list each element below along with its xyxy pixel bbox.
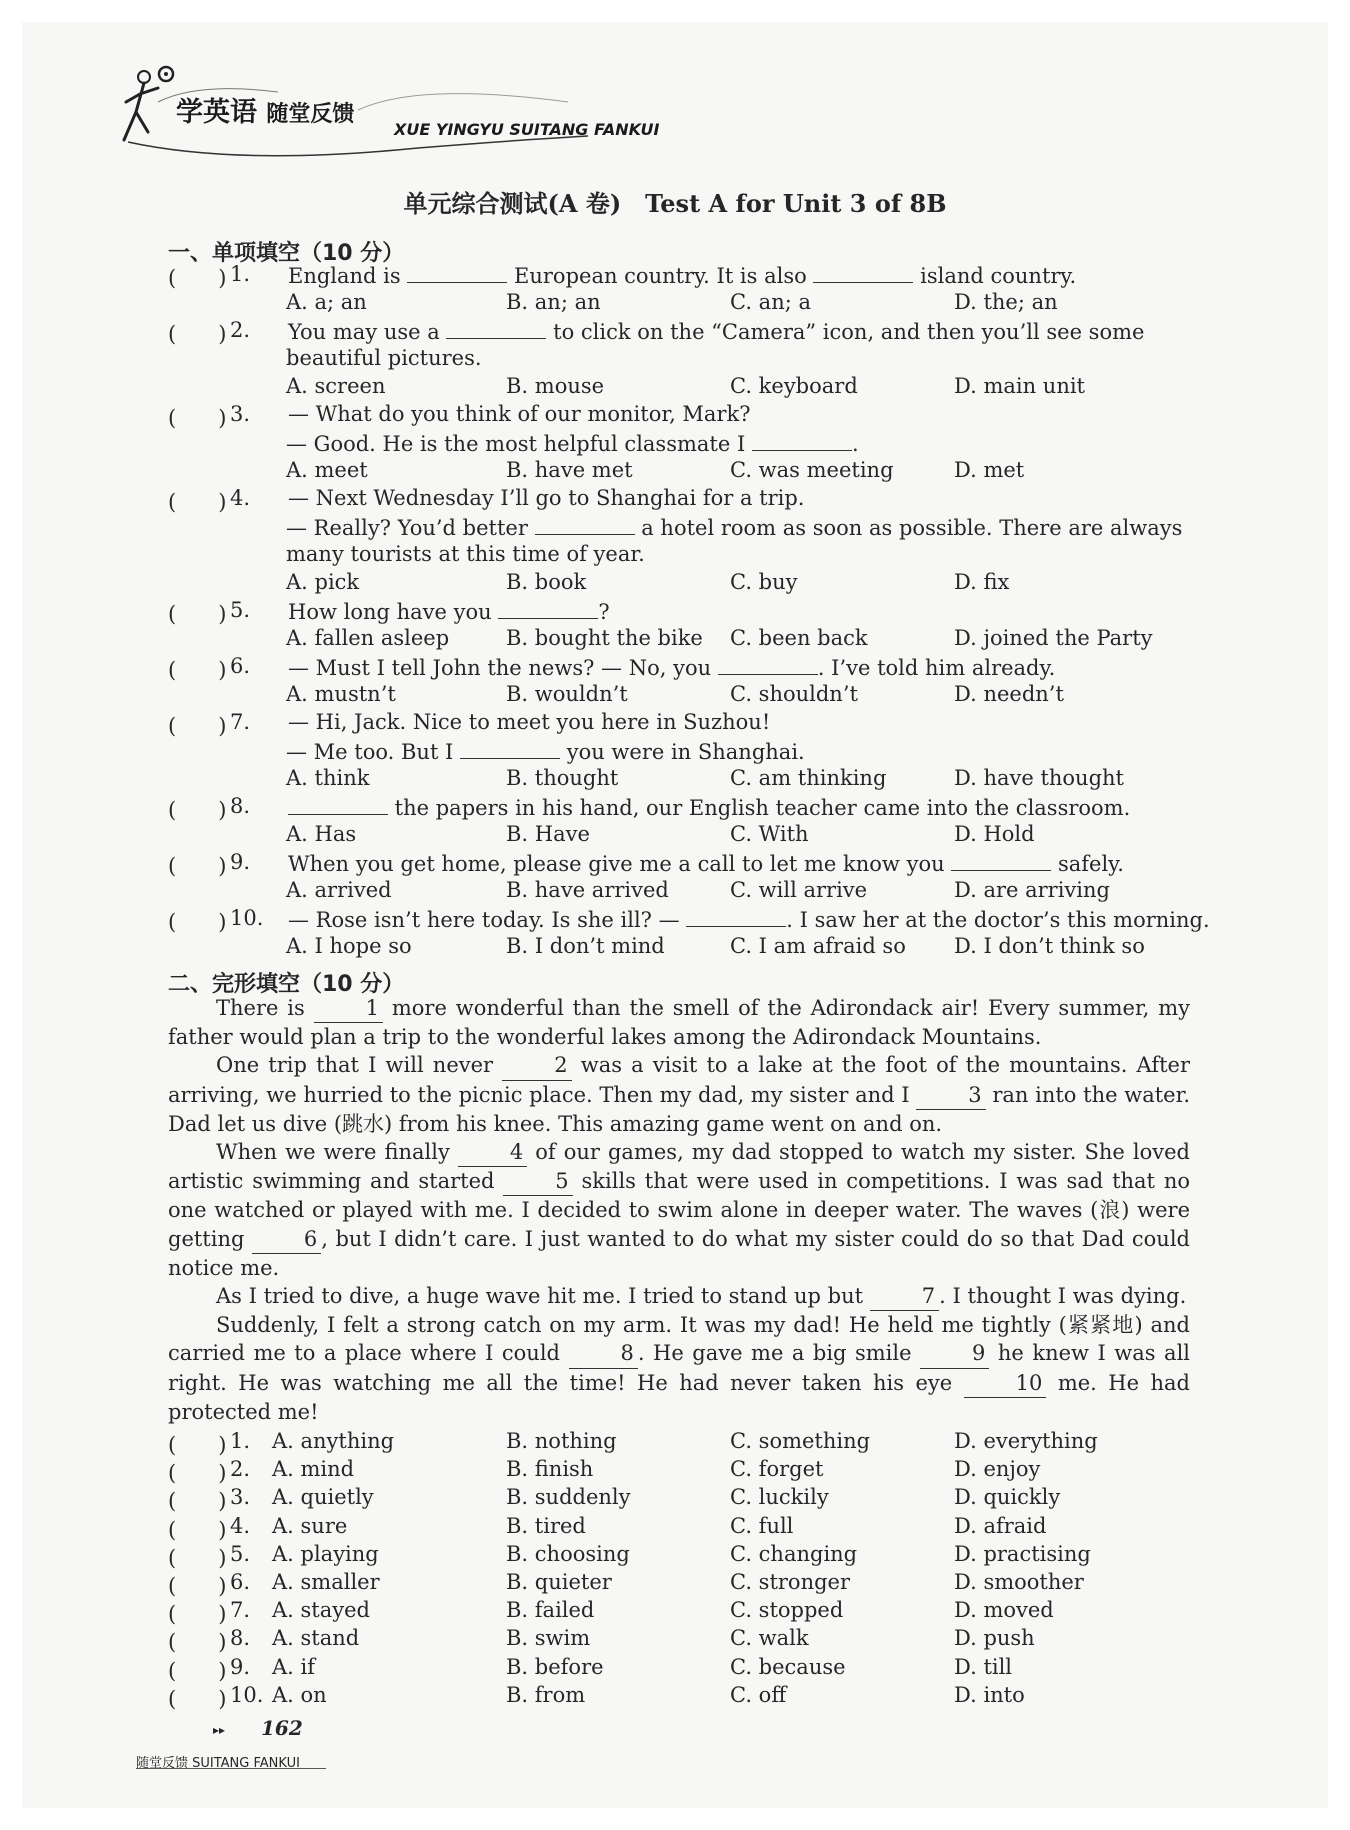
- option-d[interactable]: D. afraid: [954, 1513, 1047, 1538]
- question-number: 6.: [230, 1570, 251, 1594]
- option-d[interactable]: D. push: [954, 1626, 1035, 1651]
- question-line: [168, 262, 1198, 290]
- question-line: [168, 318, 1198, 346]
- answer-bracket[interactable]: ( ): [168, 602, 227, 626]
- option-c[interactable]: C. forget: [730, 1457, 824, 1482]
- question-number: 5.: [230, 598, 251, 622]
- option-a[interactable]: A. quietly: [272, 1485, 374, 1510]
- question-number: 7.: [230, 710, 251, 734]
- passage-text: me. He had protected me!: [168, 1370, 1190, 1424]
- option-c[interactable]: C. With: [730, 822, 809, 846]
- answer-blank[interactable]: [686, 906, 786, 927]
- answer-bracket[interactable]: ( ): [168, 406, 227, 430]
- option-c[interactable]: C. luckily: [730, 1485, 829, 1510]
- option-row: [168, 1626, 1198, 1654]
- question-line: [168, 850, 1198, 878]
- answer-blank[interactable]: [718, 654, 818, 675]
- cloze-question-item: [168, 1542, 1198, 1570]
- option-row: [168, 878, 1198, 906]
- answer-bracket[interactable]: ( ): [168, 910, 227, 934]
- option-d[interactable]: D. have thought: [954, 766, 1124, 790]
- question-line: [168, 598, 1198, 626]
- question-line: [168, 654, 1198, 682]
- question-number: 2.: [230, 1457, 251, 1482]
- cloze-blank[interactable]: 5: [503, 1167, 572, 1196]
- answer-bracket[interactable]: ( ): [168, 322, 227, 346]
- question-line: [168, 738, 1198, 766]
- answer-bracket[interactable]: ( ): [168, 1686, 227, 1711]
- option-c[interactable]: C. shouldn’t: [730, 682, 858, 706]
- option-row: [168, 1514, 1198, 1542]
- question-line: [168, 430, 1198, 458]
- cloze-blank[interactable]: 4: [458, 1138, 527, 1167]
- option-a[interactable]: A. a; an: [286, 290, 367, 314]
- cloze-blank[interactable]: 8: [569, 1339, 638, 1368]
- footer-divider: [136, 1768, 326, 1769]
- cloze-question-item: [168, 1683, 1198, 1711]
- answer-blank[interactable]: [288, 794, 388, 815]
- passage-paragraph: [168, 1138, 1190, 1282]
- cloze-passage: [168, 994, 1190, 1426]
- cloze-question-item: [168, 1655, 1198, 1683]
- answer-bracket[interactable]: ( ): [168, 1489, 227, 1514]
- option-d[interactable]: D. Hold: [954, 822, 1035, 846]
- option-b[interactable]: B. suddenly: [506, 1485, 631, 1510]
- question-item: [168, 654, 1198, 710]
- option-row: [168, 1542, 1198, 1570]
- question-line: [168, 794, 1198, 822]
- question-text: You may use a to click on the “Camera” icon, and then you’ll see some: [288, 320, 1145, 344]
- answer-bracket[interactable]: ( ): [168, 1630, 227, 1655]
- answer-bracket[interactable]: ( ): [168, 714, 227, 738]
- option-a[interactable]: A. Has: [286, 822, 357, 846]
- option-d[interactable]: D. practising: [954, 1541, 1091, 1566]
- answer-bracket[interactable]: ( ): [168, 1602, 227, 1627]
- option-row: [168, 626, 1198, 654]
- option-c[interactable]: C. off: [730, 1682, 787, 1707]
- answer-blank[interactable]: [460, 738, 560, 759]
- question-item: [168, 402, 1198, 486]
- cloze-question-item: [168, 1626, 1198, 1654]
- question-number: 4.: [230, 1513, 251, 1538]
- option-a[interactable]: A. I hope so: [286, 934, 412, 958]
- question-number: 7.: [230, 1598, 251, 1623]
- question-number: 8.: [230, 794, 251, 818]
- option-d[interactable]: D. till: [954, 1654, 1013, 1679]
- logo-title: [176, 90, 354, 129]
- question-item: [168, 318, 1198, 402]
- answer-bracket[interactable]: ( ): [168, 490, 227, 514]
- option-d[interactable]: D. main unit: [954, 374, 1085, 398]
- passage-text: As I tried to dive, a huge wave hit me. I tried to stand up but: [216, 1284, 870, 1309]
- cloze-blank[interactable]: 2: [502, 1051, 571, 1080]
- option-row: [168, 1429, 1198, 1457]
- question-line: [168, 402, 1198, 430]
- option-a[interactable]: A. meet: [286, 458, 368, 482]
- question-item: [168, 598, 1198, 654]
- answer-blank[interactable]: [407, 262, 507, 283]
- question-number: 6.: [230, 654, 251, 678]
- option-a[interactable]: A. sure: [272, 1513, 348, 1538]
- cloze-question-item: [168, 1570, 1198, 1598]
- option-b[interactable]: B. book: [506, 570, 587, 594]
- answer-bracket[interactable]: ( ): [168, 854, 227, 878]
- option-d[interactable]: D. into: [954, 1682, 1025, 1707]
- question-text: many tourists at this time of year.: [286, 542, 645, 566]
- option-a[interactable]: A. fallen asleep: [286, 626, 450, 650]
- logo-text-cn: 学英语: [176, 97, 257, 128]
- option-b[interactable]: B. failed: [506, 1598, 595, 1623]
- question-text: — Must I tell John the news? — No, you . I’ve told him already.: [288, 656, 1056, 680]
- answer-blank[interactable]: [951, 850, 1051, 871]
- option-a[interactable]: A. screen: [286, 374, 386, 398]
- option-b[interactable]: B. mouse: [506, 374, 605, 398]
- option-a[interactable]: A. smaller: [272, 1570, 380, 1594]
- option-c[interactable]: C. an; a: [730, 290, 811, 314]
- question-number: 3.: [230, 402, 251, 426]
- question-line: [168, 710, 1198, 738]
- option-c[interactable]: C. full: [730, 1513, 794, 1538]
- option-row: [168, 822, 1198, 850]
- option-c[interactable]: C. because: [730, 1654, 846, 1679]
- question-number: 5.: [230, 1541, 251, 1566]
- passage-paragraph: [168, 1282, 1190, 1311]
- header-logo: [118, 62, 678, 157]
- option-b[interactable]: B. quieter: [506, 1570, 612, 1594]
- option-row: [168, 1683, 1198, 1711]
- question-text: — Rose isn’t here today. Is she ill? — . I saw her at the doctor’s this morning.: [288, 908, 1210, 932]
- question-text: — Hi, Jack. Nice to meet you here in Suzhou!: [288, 710, 771, 734]
- cloze-question-item: [168, 1598, 1198, 1626]
- page-number: 162: [261, 1716, 303, 1740]
- question-line: [168, 346, 1198, 374]
- cloze-blank[interactable]: 1: [314, 994, 383, 1023]
- option-b[interactable]: B. before: [506, 1654, 604, 1679]
- option-b[interactable]: B. finish: [506, 1457, 594, 1482]
- option-d[interactable]: D. fix: [954, 570, 1010, 594]
- question-text: beautiful pictures.: [286, 346, 482, 370]
- answer-blank[interactable]: [446, 318, 546, 339]
- option-c[interactable]: C. I am afraid so: [730, 934, 906, 958]
- page-arrow-icon: ▸▸: [213, 1723, 226, 1737]
- option-c[interactable]: C. keyboard: [730, 374, 858, 398]
- option-c[interactable]: C. something: [730, 1429, 871, 1453]
- question-number: 4.: [230, 486, 251, 510]
- question-number: 10.: [230, 1682, 264, 1707]
- question-line: [168, 906, 1210, 934]
- passage-text: There is: [216, 996, 314, 1020]
- passage-text: . He gave me a big smile: [637, 1341, 921, 1366]
- option-row: [168, 1655, 1198, 1683]
- option-c[interactable]: C. been back: [730, 626, 868, 650]
- answer-blank[interactable]: [752, 430, 852, 451]
- question-text: How long have you ?: [288, 600, 610, 624]
- option-a[interactable]: A. arrived: [286, 878, 392, 902]
- option-d[interactable]: D. smoother: [954, 1570, 1084, 1594]
- option-d[interactable]: D. the; an: [954, 290, 1058, 314]
- page-title: 单元综合测试(A 卷) Test A for Unit 3 of 8B: [403, 189, 947, 218]
- option-c[interactable]: C. was meeting: [730, 458, 894, 482]
- section1-heading: 一、单项填空（10 分）: [168, 241, 405, 266]
- question-line: [168, 514, 1198, 542]
- question-text: — What do you think of our monitor, Mark?: [288, 402, 751, 426]
- passage-text: more wonderful than the smell of the Adirondack air! Every summer, my father would plan a trip to the wonderful lakes among the Adirondack Mountains.: [168, 996, 1190, 1050]
- option-b[interactable]: B. bought the bike: [506, 626, 703, 650]
- passage-text: When we were finally: [216, 1140, 458, 1165]
- option-d[interactable]: D. I don’t think so: [954, 934, 1145, 958]
- option-c[interactable]: C. buy: [730, 570, 798, 594]
- option-row: [168, 934, 1198, 962]
- logo-text-cn-small: 随堂反馈: [266, 102, 355, 127]
- option-c[interactable]: C. am thinking: [730, 766, 887, 790]
- cloze-blank[interactable]: 10: [964, 1369, 1047, 1398]
- answer-blank[interactable]: [498, 598, 598, 619]
- answer-bracket[interactable]: ( ): [168, 1574, 227, 1598]
- question-number: 1.: [230, 262, 251, 286]
- answer-bracket[interactable]: ( ): [168, 1658, 227, 1683]
- footer-brand: 随堂反馈 SUITANG FANKUI: [136, 1756, 300, 1771]
- answer-bracket[interactable]: ( ): [168, 658, 227, 682]
- answer-bracket[interactable]: ( ): [168, 1517, 227, 1542]
- option-b[interactable]: B. from: [506, 1682, 586, 1707]
- option-c[interactable]: C. changing: [730, 1541, 858, 1566]
- option-a[interactable]: A. stand: [272, 1626, 360, 1651]
- question-number: 2.: [230, 318, 251, 342]
- cloze-blank[interactable]: 7: [870, 1282, 939, 1311]
- option-d[interactable]: D. moved: [954, 1598, 1054, 1623]
- option-b[interactable]: B. choosing: [506, 1541, 630, 1566]
- passage-text: ran into the water. Dad let us dive (跳水) from his knee. This amazing game went on and on.: [168, 1082, 1190, 1136]
- option-d[interactable]: D. joined the Party: [954, 626, 1153, 650]
- passage-text: of our games, my dad stopped to watch my sister. She loved artistic swimming and started: [168, 1140, 1190, 1194]
- cloze-question-item: [168, 1514, 1198, 1542]
- option-a[interactable]: A. stayed: [272, 1598, 370, 1623]
- question-text: — Me too. But I you were in Shanghai.: [286, 740, 805, 764]
- option-b[interactable]: B. wouldn’t: [506, 682, 628, 706]
- question-text: When you get home, please give me a call to let me know you safely.: [288, 852, 1124, 876]
- answer-blank[interactable]: [813, 262, 913, 283]
- question-text: — Good. He is the most helpful classmate I .: [286, 432, 859, 456]
- option-b[interactable]: B. thought: [506, 766, 619, 790]
- answer-bracket[interactable]: ( ): [168, 1433, 227, 1457]
- question-line: [168, 542, 1198, 570]
- answer-bracket[interactable]: ( ): [168, 798, 227, 822]
- option-row: [168, 766, 1198, 794]
- option-a[interactable]: A. mind: [272, 1457, 355, 1482]
- question-item: [168, 850, 1198, 906]
- passage-text: he knew I was all right. He was watching me all the time! He had never taken his eye: [168, 1341, 1191, 1395]
- option-row: [168, 374, 1198, 402]
- option-b[interactable]: B. Have: [506, 822, 590, 846]
- passage-text: , but I didn’t care. I just wanted to do what my sister could do so that Dad could notice me.: [168, 1226, 1190, 1280]
- passage-paragraph: [168, 994, 1190, 1051]
- passage-text: was a visit to a lake at the foot of the mountains. After arriving, we hurried to the picnic place. Then my dad, my sister and I: [168, 1053, 1191, 1107]
- option-row: [168, 1570, 1198, 1598]
- passage-text: Suddenly, I felt a strong catch on my arm. It was my dad! He held me tightly (紧紧地) and carried me to a place where I could: [168, 1313, 1190, 1366]
- option-row: [168, 290, 1198, 318]
- option-b[interactable]: B. swim: [506, 1626, 591, 1651]
- question-number: 1.: [230, 1429, 251, 1453]
- passage-text: skills that were used in competitions. I was sad that no one watched or played with me. I decided to swim alone in deeper water. The waves (浪) were getting: [168, 1169, 1190, 1251]
- option-a[interactable]: A. anything: [272, 1429, 395, 1453]
- option-a[interactable]: A. pick: [286, 570, 360, 594]
- option-b[interactable]: B. have met: [506, 458, 633, 482]
- cloze-blank[interactable]: 9: [920, 1339, 989, 1368]
- passage-text: . I thought I was dying.: [939, 1284, 1187, 1309]
- option-d[interactable]: D. are arriving: [954, 878, 1110, 902]
- option-d[interactable]: D. met: [954, 458, 1025, 482]
- option-d[interactable]: D. everything: [954, 1429, 1098, 1453]
- option-a[interactable]: A. if: [272, 1654, 316, 1679]
- question-text: — Really? You’d better a hotel room as soon as possible. There are always: [286, 516, 1183, 540]
- option-a[interactable]: A. think: [286, 766, 370, 790]
- option-row: [168, 1457, 1198, 1485]
- answer-blank[interactable]: [535, 514, 635, 535]
- option-b[interactable]: B. an; an: [506, 290, 601, 314]
- question-number: 3.: [230, 1485, 251, 1510]
- question-text: the papers in his hand, our English teacher came into the classroom.: [288, 794, 1130, 820]
- question-number: 9.: [230, 1654, 251, 1679]
- question-number: 8.: [230, 1626, 251, 1651]
- option-row: [168, 458, 1198, 486]
- question-number: 9.: [230, 850, 251, 874]
- option-d[interactable]: D. needn’t: [954, 682, 1064, 706]
- cloze-question-item: [168, 1485, 1198, 1513]
- option-b[interactable]: B. have arrived: [506, 878, 669, 902]
- question-text: England is European country. It is also island country.: [288, 264, 1077, 288]
- passage-text: One trip that I will never: [216, 1053, 503, 1078]
- question-number: 10.: [230, 906, 264, 930]
- logo-pinyin: XUE YINGYU SUITANG FANKUI: [394, 120, 660, 139]
- option-b[interactable]: B. nothing: [506, 1429, 617, 1453]
- question-item: [168, 486, 1198, 598]
- question-item: [168, 710, 1198, 794]
- question-item: [168, 906, 1210, 962]
- option-row: [168, 570, 1198, 598]
- cloze-blank[interactable]: 6: [252, 1225, 321, 1254]
- option-c[interactable]: C. stopped: [730, 1598, 844, 1623]
- option-c[interactable]: C. stronger: [730, 1570, 851, 1594]
- question-line: [168, 486, 1198, 514]
- option-b[interactable]: B. tired: [506, 1513, 586, 1538]
- section2-heading: 二、完形填空（10 分）: [168, 972, 405, 997]
- answer-bracket[interactable]: ( ): [168, 266, 227, 290]
- option-a[interactable]: A. on: [272, 1682, 327, 1707]
- passage-paragraph: [168, 1051, 1190, 1138]
- question-text: — Next Wednesday I’ll go to Shanghai for a trip.: [288, 486, 805, 510]
- question-item: [168, 262, 1198, 318]
- answer-bracket[interactable]: ( ): [168, 1461, 227, 1486]
- cloze-blank[interactable]: 3: [916, 1081, 985, 1110]
- option-c[interactable]: C. will arrive: [730, 878, 868, 902]
- cloze-question-item: [168, 1429, 1198, 1457]
- answer-bracket[interactable]: ( ): [168, 1545, 227, 1570]
- passage-paragraph: [168, 1311, 1190, 1426]
- option-row: [168, 1485, 1198, 1513]
- cloze-question-item: [168, 1457, 1198, 1485]
- option-b[interactable]: B. I don’t mind: [506, 934, 665, 958]
- option-d[interactable]: D. enjoy: [954, 1457, 1041, 1482]
- option-c[interactable]: C. walk: [730, 1626, 809, 1651]
- question-item: [168, 794, 1198, 850]
- option-a[interactable]: A. mustn’t: [286, 682, 396, 706]
- option-row: [168, 682, 1198, 710]
- option-row: [168, 1598, 1198, 1626]
- option-a[interactable]: A. playing: [272, 1541, 379, 1566]
- option-d[interactable]: D. quickly: [954, 1485, 1061, 1510]
